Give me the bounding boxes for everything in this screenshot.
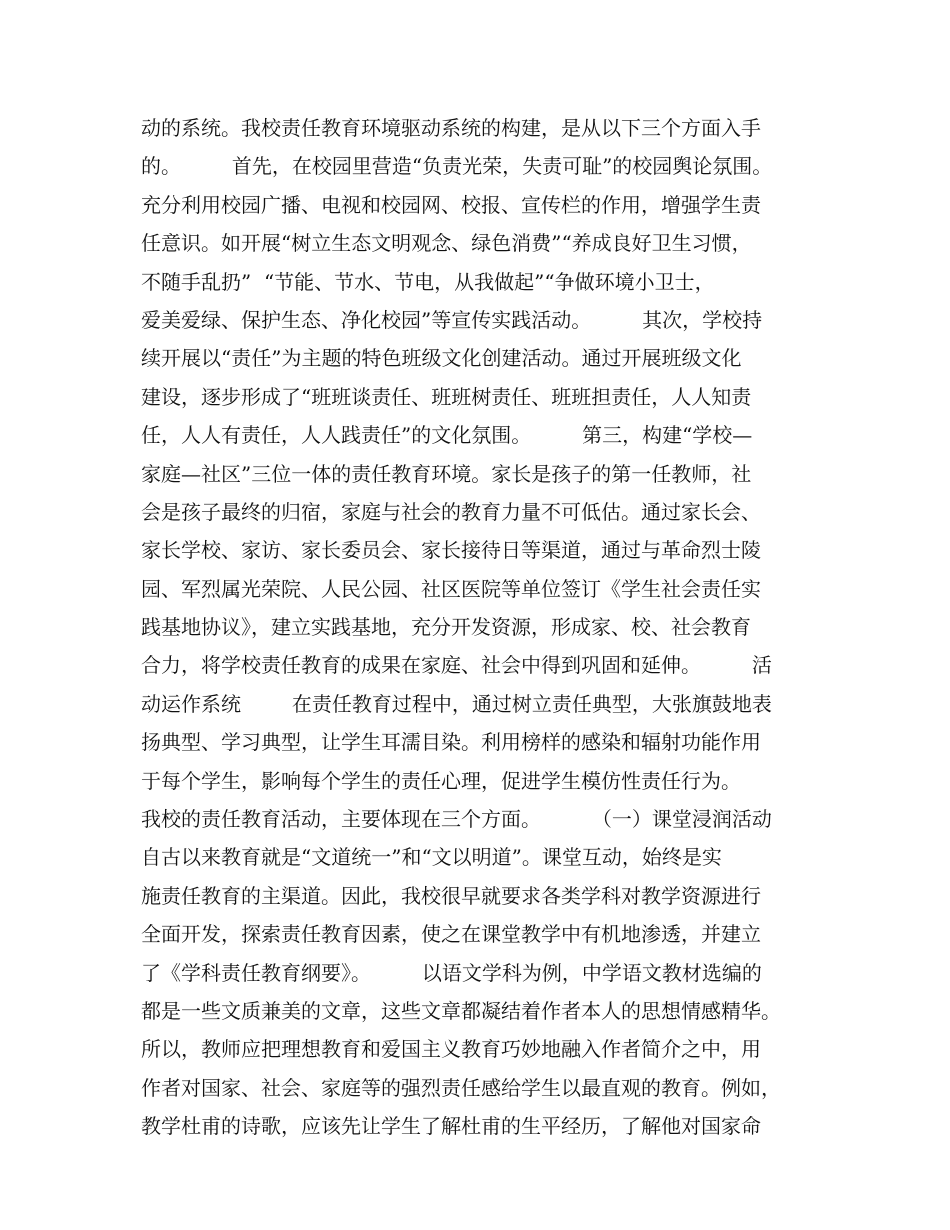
text-line: 合力，将学校责任教育的成果在家庭、社会中得到巩固和延伸。 活 (141, 653, 772, 678)
text-line: 会是孩子最终的归宿，家庭与社会的教育力量不可低估。通过家长会、 (141, 499, 761, 524)
text-line: 践基地协议》，建立实践基地，充分开发资源，形成家、校、社会教育 (141, 615, 751, 640)
text-line: 续开展以“责任”为主题的特色班级文化创建活动。通过开展班级文化 (141, 346, 742, 371)
text-line: 的。 首先，在校园里营造“负责光荣，失责可耻”的校园舆论氛围。 (141, 154, 773, 179)
text-line: 都是一些文质兼美的文章，这些文章都凝结着作者本人的思想情感精华。 (141, 998, 781, 1023)
body-text (141, 109, 831, 1146)
text-line: 不随手乱扔” “节能、节水、节电，从我做起”“争做环境小卫士， (141, 269, 715, 294)
text-line: 于每个学生，影响每个学生的责任心理，促进学生模仿性责任行为。 (141, 768, 741, 793)
text-line: 动运作系统 在责任教育过程中，通过树立责任典型，大张旗鼓地表 (141, 691, 772, 716)
text-line: 建设，逐步形成了“班班谈责任、班班树责任、班班担责任，人人知责 (141, 384, 752, 409)
text-line: 爱美爱绿、保护生态、净化校园”等宣传实践活动。 其次，学校持 (141, 307, 763, 332)
text-line: 施责任教育的主渠道。因此，我校很早就要求各类学科对教学资源进行 (141, 883, 761, 908)
text-line: 自古以来教育就是“文道统一”和“文以明道”。课堂互动，始终是实 (141, 845, 722, 870)
text-line: 园、军烈属光荣院、人民公园、社区医院等单位签订《学生社会责任实 (141, 576, 761, 601)
text-line: 了《学科责任教育纲要》。 以语文学科为例，中学语文教材选编的 (141, 960, 762, 985)
text-line: 扬典型、学习典型，让学生耳濡目染。利用榜样的感染和辐射功能作用 (141, 730, 761, 755)
text-line: 作者对国家、社会、家庭等的强烈责任感给学生以最直观的教育。例如， (141, 1075, 781, 1100)
text-line: 任，人人有责任，人人践责任”的文化氛围。 第三，构建“学校— (141, 423, 753, 448)
text-line: 充分利用校园广播、电视和校园网、校报、宣传栏的作用，增强学生责 (141, 192, 761, 217)
text-line: 全面开发，探索责任教育因素，使之在课堂教学中有机地渗透，并建立 (141, 922, 761, 947)
text-line: 所以，教师应把理想教育和爱国主义教育巧妙地融入作者简介之中，用 (141, 1037, 761, 1062)
text-line: 家长学校、家访、家长委员会、家长接待日等渠道，通过与革命烈士陵 (141, 538, 761, 563)
text-line: 动的系统。我校责任教育环境驱动系统的构建，是从以下三个方面入手 (141, 116, 761, 140)
text-line: 我校的责任教育活动，主要体现在三个方面。 （一）课堂浸润活动 (141, 807, 772, 832)
text-line: 家庭—社区”三位一体的责任教育环境。家长是孩子的第一任教师，社 (141, 461, 752, 486)
text-line: 任意识。如开展“树立生态文明观念、绿色消费”“养成良好卫生习惯， (141, 231, 752, 256)
text-line: 教学杜甫的诗歌，应该先让学生了解杜甫的生平经历，了解他对国家命 (141, 1114, 761, 1139)
